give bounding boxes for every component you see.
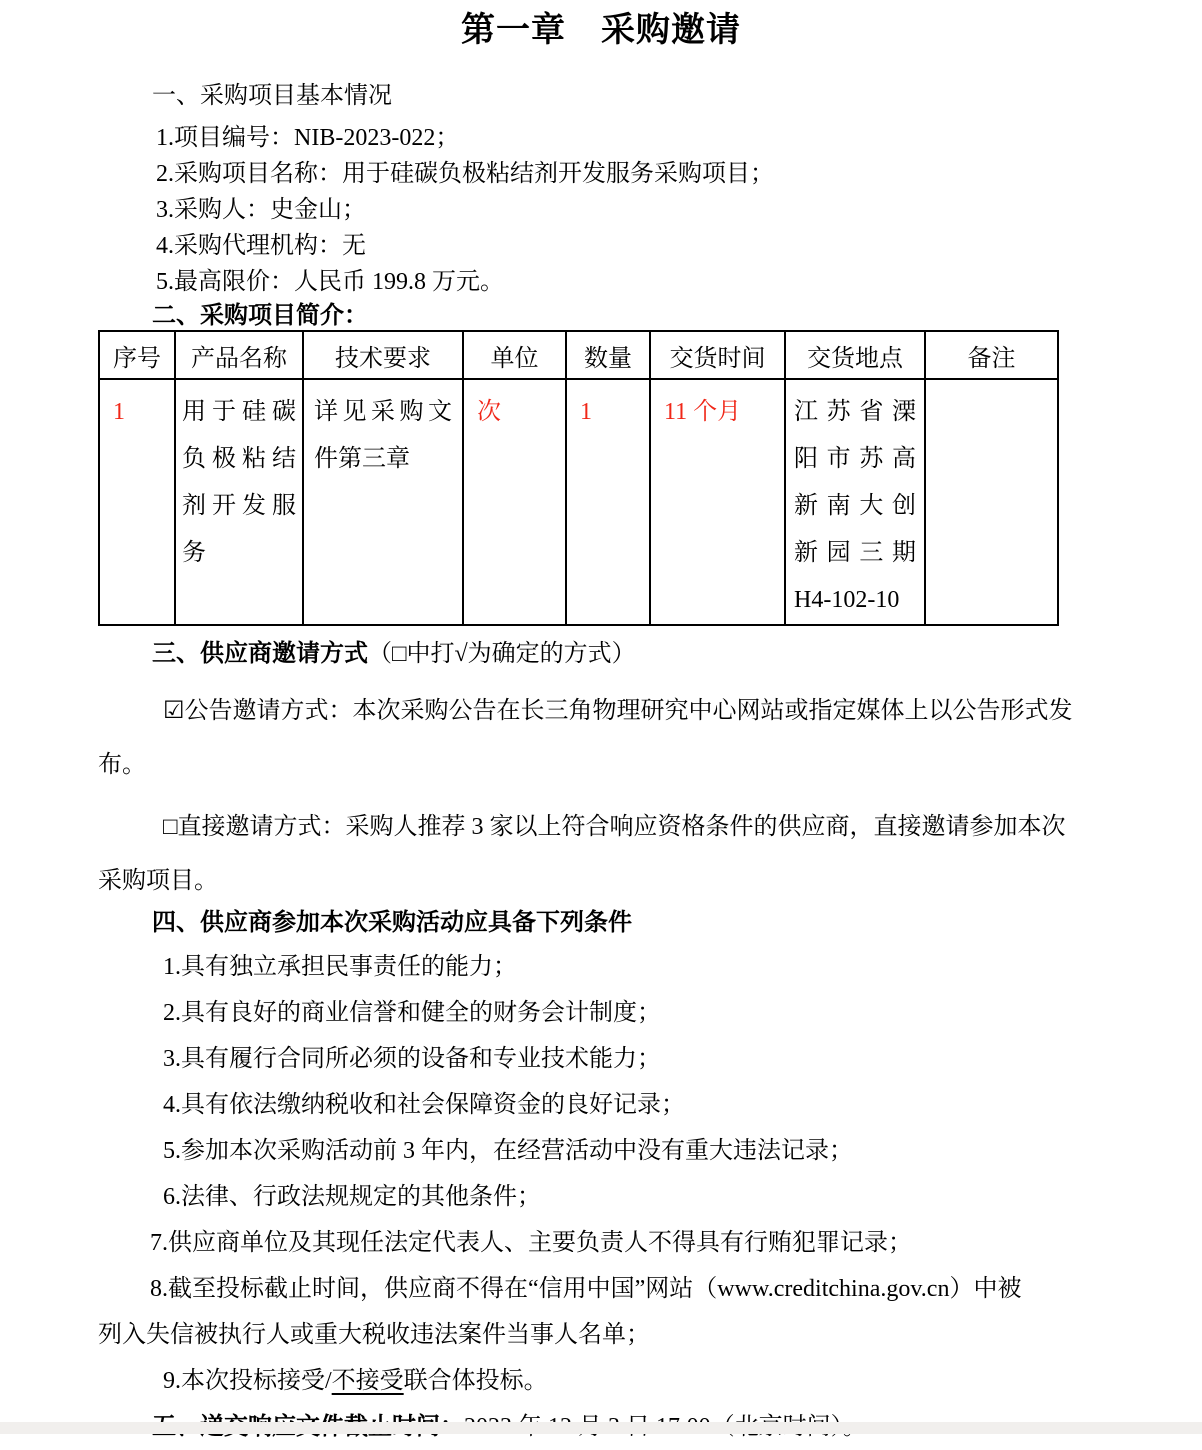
condition-item: 1.具有独立承担民事责任的能力； (163, 954, 517, 980)
place-line: 阳市苏高 (794, 446, 916, 472)
condition-item: 7.供应商单位及其现任法定代表人、主要负责人不得具有行贿犯罪记录； (150, 1230, 912, 1256)
purchaser-item: 3.采购人：史金山； (156, 197, 366, 223)
item9-not-accepted: 不接受 (331, 1368, 404, 1394)
product-line: 负极粘结 (182, 446, 296, 472)
agency-item: 4.采购代理机构：无 (156, 233, 366, 259)
place-line: 新南大创 (794, 493, 916, 519)
product-line: 务 (182, 540, 206, 566)
project-name-item: 2.采购项目名称：用于硅碳负极粘结剂开发服务采购项目； (156, 161, 774, 187)
place-line: 江苏省溧 (794, 399, 916, 425)
place-line: 新园三期 (794, 540, 916, 566)
condition-item-9 (98, 1358, 1078, 1404)
direct-line-2: 采购项目。 (98, 868, 218, 894)
place-line: H4-102-10 (794, 587, 900, 613)
section3-heading-bold: 三、供应商邀请方式 (152, 641, 368, 667)
item9-prefix: 9.本次投标接受/ (163, 1368, 332, 1394)
cell-delivery-place (785, 379, 925, 625)
section1-list (98, 120, 1078, 300)
cell-tech (303, 379, 463, 625)
announce-line-1: ☑公告邀请方式：本次采购公告在长三角物理研究中心网站或指定媒体上以公告形式发 (163, 698, 1073, 724)
product-line: 用于硅碳 (182, 399, 296, 425)
section3-heading-note: （□中打√为确定的方式） (368, 641, 636, 667)
tech-line: 件第三章 (314, 446, 410, 472)
condition-item: 4.具有依法缴纳税收和社会保障资金的良好记录； (163, 1092, 685, 1118)
direct-invitation-paragraph (98, 800, 1078, 908)
condition-item: 3.具有履行合同所必须的设备和专业技术能力； (163, 1046, 661, 1072)
condition-item: 6.法律、行政法规规定的其他条件； (163, 1184, 541, 1210)
col-header-delivery-place: 交货地点 (785, 331, 925, 379)
col-header-unit: 单位 (463, 331, 566, 379)
section1-heading: 一、采购项目基本情况 (152, 83, 392, 109)
announce-line-2: 布。 (98, 752, 146, 778)
page-bottom-edge (0, 1422, 1202, 1434)
cell-delivery-time: 11 个月 (650, 379, 785, 625)
cell-product (175, 379, 303, 625)
announce-invitation-paragraph (98, 684, 1078, 792)
condition-item: 2.具有良好的商业信誉和健全的财务会计制度； (163, 1000, 661, 1026)
col-header-seq: 序号 (99, 331, 175, 379)
cell-unit: 次 (463, 379, 566, 625)
section3-heading (98, 638, 1078, 670)
condition-item: 5.参加本次采购活动前 3 年内，在经营活动中没有重大违法记录； (163, 1138, 853, 1164)
cell-qty: 1 (566, 379, 650, 625)
condition-item-8-line2: 列入失信被执行人或重大税收违法案件当事人名单； (98, 1322, 650, 1348)
document-page (0, 8, 1202, 1434)
direct-line-1: □直接邀请方式：采购人推荐 3 家以上符合响应资格条件的供应商，直接邀请参加本次 (163, 814, 1066, 840)
document-title: 第一章 采购邀请 (461, 12, 741, 49)
table-header-row (99, 331, 1058, 379)
product-line: 剂开发服 (182, 493, 296, 519)
col-header-tech: 技术要求 (303, 331, 463, 379)
section4-list (98, 944, 1078, 1404)
price-limit-item: 5.最高限价：人民币 199.8 万元。 (156, 269, 504, 295)
col-header-remark: 备注 (925, 331, 1058, 379)
tech-line: 详见采购文 (314, 399, 452, 425)
cell-remark (925, 379, 1058, 625)
cell-seq: 1 (99, 379, 175, 625)
item9-suffix: 联合体投标。 (403, 1368, 548, 1394)
project-number-item: 1.项目编号：NIB-2023-022； (156, 125, 460, 151)
section2-heading: 二、采购项目简介： (152, 303, 368, 329)
col-header-qty: 数量 (566, 331, 650, 379)
condition-item-8-line1: 8.截至投标截止时间，供应商不得在“信用中国”网站（www.creditchina.gov.cn）中被 (150, 1276, 1022, 1302)
section4-heading: 四、供应商参加本次采购活动应具备下列条件 (152, 910, 632, 936)
table-row (99, 379, 1058, 625)
col-header-product: 产品名称 (175, 331, 303, 379)
project-summary-table (98, 330, 1059, 626)
col-header-delivery-time: 交货时间 (650, 331, 785, 379)
